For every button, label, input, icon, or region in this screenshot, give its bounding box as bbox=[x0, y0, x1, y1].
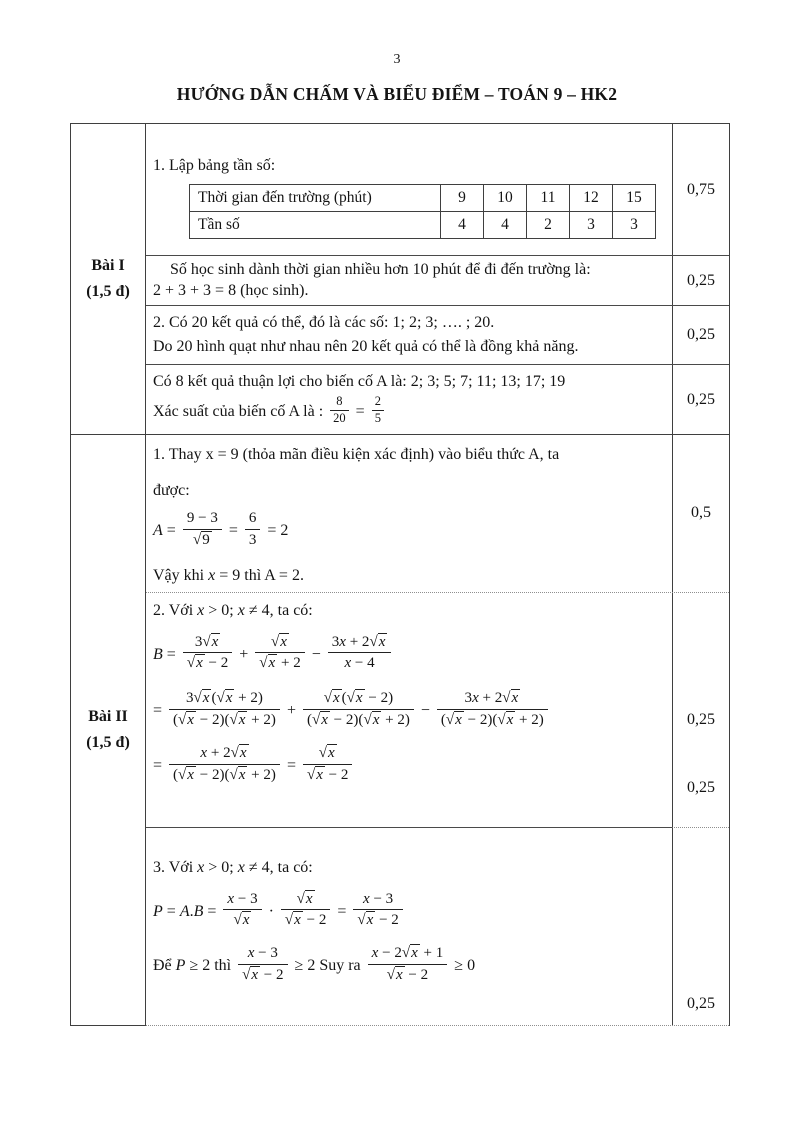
freq-cell: 3 bbox=[613, 212, 656, 239]
answer-row bbox=[146, 124, 729, 255]
score-value: 0,5 bbox=[691, 504, 711, 522]
answer-line: Do 20 hình quạt như nhau nên 20 kết quả có thể là đồng khả năng. bbox=[153, 338, 579, 355]
freq-cell: 11 bbox=[527, 185, 570, 212]
score-cell bbox=[672, 306, 729, 364]
answer-line: Xác suất của biến cố A là : $\frac{8}{20}$ = $\frac{2}{5}$ bbox=[153, 396, 664, 428]
formula-line: Để P ≥ 2 thì $\frac{x - 3}{√x - 2}$ ≥ 2 Suy ra $\frac{x - 2√x + 1}{√x - 2}$ ≥ 0 bbox=[153, 945, 476, 983]
bai-1-points: (1,5 đ) bbox=[86, 283, 130, 300]
answer-line: Có 8 kết quả thuận lợi cho biến cố A là: 2; 3; 5; 7; 11; 13; 17; 19 bbox=[153, 373, 566, 390]
freq-cell: 3 bbox=[570, 212, 613, 239]
answer-line: 3. Với x > 0; x ≠ 4, ta có: bbox=[153, 858, 313, 876]
formula-line: P = A.B = $\frac{x - 3}{√x}$ · $\frac{√x}{√x - 2}$ = $\frac{x - 3}{√x - 2}$ bbox=[153, 892, 664, 933]
score-value: 0,75 bbox=[687, 180, 715, 198]
bai-1-label-cell bbox=[71, 124, 146, 434]
score-cell bbox=[672, 124, 729, 255]
frequency-table bbox=[189, 184, 656, 239]
answer-row bbox=[146, 592, 729, 827]
score-value: 0,25 bbox=[687, 994, 715, 1012]
page-title: HƯỚNG DẪN CHẤM VÀ BIỂU ĐIỂM – TOÁN 9 – HK2 bbox=[176, 84, 618, 104]
answer-line: được: bbox=[153, 482, 190, 499]
answer-line: Số học sinh dành thời gian nhiều hơn 10 phút để đi đến trường là: bbox=[170, 261, 591, 278]
score-cell bbox=[672, 256, 729, 305]
freq-cell: 15 bbox=[613, 185, 656, 212]
freq-cell: Thời gian đến trường (phút) bbox=[190, 185, 441, 212]
page-number: 3 bbox=[393, 52, 401, 67]
score-value: 0,25 bbox=[687, 271, 715, 289]
freq-cell: 4 bbox=[484, 212, 527, 239]
bai-2-points: (1,5 đ) bbox=[86, 733, 130, 751]
score-cell bbox=[672, 435, 729, 592]
freq-cell: 2 bbox=[527, 212, 570, 239]
score-cell bbox=[672, 365, 729, 434]
answer-line: 2 + 3 + 3 = 8 (học sinh). bbox=[153, 282, 309, 299]
score-value: 0,25 bbox=[687, 710, 715, 728]
freq-cell: Tần số bbox=[190, 212, 441, 239]
answer-line: 1. Thay x = 9 (thỏa mãn điều kiện xác định) vào biểu thức A, ta bbox=[153, 446, 560, 463]
freq-cell: 12 bbox=[570, 185, 613, 212]
formula-line: A = $\frac{9 - 3}{√9}$ = $\frac{6}{3}$ = 2 bbox=[153, 510, 289, 548]
score-cell bbox=[672, 827, 729, 1025]
section-bai-2 bbox=[71, 434, 729, 1026]
formula-line: B = $\frac{3√x}{√x - 2}$ + $\frac{√x}{√x + 2}$ − $\frac{3x + 2√x}{x - 4}$ bbox=[153, 635, 664, 676]
answer-line: 2. Với x > 0; x ≠ 4, ta có: bbox=[153, 601, 313, 619]
section-bai-1 bbox=[71, 124, 729, 434]
answer-row bbox=[146, 305, 729, 364]
answer-line: Vậy khi x = 9 thì A = 2. bbox=[153, 566, 304, 584]
score-value: 0,25 bbox=[687, 390, 715, 408]
freq-cell: 9 bbox=[441, 185, 484, 212]
bai-2-label-cell bbox=[71, 435, 146, 1026]
freq-cell: 10 bbox=[484, 185, 527, 212]
formula-line: = $\frac{3√x (√x + 2)}{(√x - 2)(√x + 2)}$ + $\frac{√x (√x - 2)}{(√x - 2)(√x + 2)}$ − $\frac{3x + 2√x}{(√x - 2)(√x + 2)}$ bbox=[153, 691, 664, 732]
score-cell bbox=[672, 593, 729, 827]
answer-line: 1. Lập bảng tần số: bbox=[153, 157, 276, 174]
answer-row bbox=[146, 435, 729, 592]
grading-table bbox=[70, 123, 730, 1026]
score-value: 0,25 bbox=[687, 326, 715, 343]
answer-row bbox=[146, 255, 729, 305]
freq-header-row bbox=[190, 185, 656, 212]
answer-row bbox=[146, 827, 729, 1025]
answer-line: 2. Có 20 kết quả có thể, đó là các số: 1; 2; 3; …. ; 20. bbox=[153, 314, 495, 331]
bai-2-title: Bài II bbox=[88, 707, 128, 725]
freq-cell: 4 bbox=[441, 212, 484, 239]
freq-value-row bbox=[190, 212, 656, 239]
answer-row bbox=[146, 364, 729, 434]
formula-line: = $\frac{x + 2√x}{(√x - 2)(√x + 2)}$ = $\frac{√x}{√x - 2}$ bbox=[153, 746, 664, 787]
score-value: 0,25 bbox=[687, 778, 715, 796]
bai-1-title: Bài I bbox=[91, 257, 125, 274]
